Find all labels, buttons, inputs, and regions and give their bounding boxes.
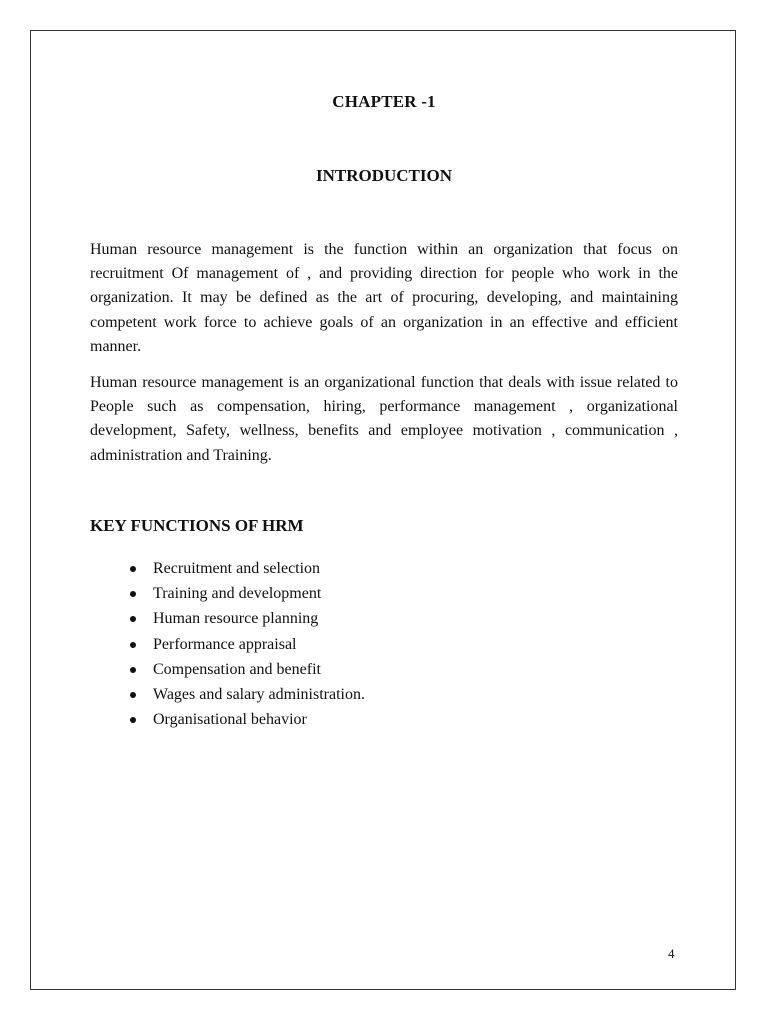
chapter-title: CHAPTER -1 — [332, 92, 436, 111]
bullet-icon — [130, 642, 136, 648]
list-item — [130, 606, 365, 631]
list-item — [130, 657, 365, 682]
list-item — [130, 682, 365, 707]
list-item-label: Human resource planning — [153, 610, 319, 628]
section-title: INTRODUCTION — [315, 166, 453, 185]
list-item — [130, 556, 365, 581]
bullet-icon — [130, 566, 136, 572]
list-item — [130, 707, 365, 732]
list-item-label: Wages and salary administration. — [153, 685, 365, 703]
page-number: 4 — [668, 946, 675, 961]
list-item-label: Performance appraisal — [153, 635, 297, 653]
list-item — [130, 581, 365, 606]
key-functions-list — [130, 556, 365, 732]
list-item-label: Recruitment and selection — [153, 560, 321, 577]
bullet-icon — [130, 591, 136, 597]
key-functions-heading: KEY FUNCTIONS OF HRM — [90, 516, 304, 535]
bullet-icon — [130, 616, 136, 622]
list-item-label: Compensation and benefit — [153, 660, 321, 678]
bullet-icon — [130, 692, 136, 698]
list-item — [130, 632, 365, 657]
intro-paragraph-2: Human resource management is an organizational function that deals with issue related to People such as compensation, hiring, performance management , organizational development, Safety, wellness, benefits and employee motivation , communication , administration and Training. — [90, 374, 678, 464]
bullet-icon — [130, 667, 136, 673]
bullet-icon — [130, 717, 136, 723]
list-item-label: Training and development — [153, 585, 322, 603]
intro-paragraph-1: Human resource management is the function within an organization that focus on recruitment Of management of , and providing direction for people who work in the organization. It may be defined as the art of procuring, developing, and maintaining competent work force to achieve goals of an organization in an effective and efficient manner. — [90, 241, 678, 355]
list-item-label: Organisational behavior — [153, 711, 307, 729]
